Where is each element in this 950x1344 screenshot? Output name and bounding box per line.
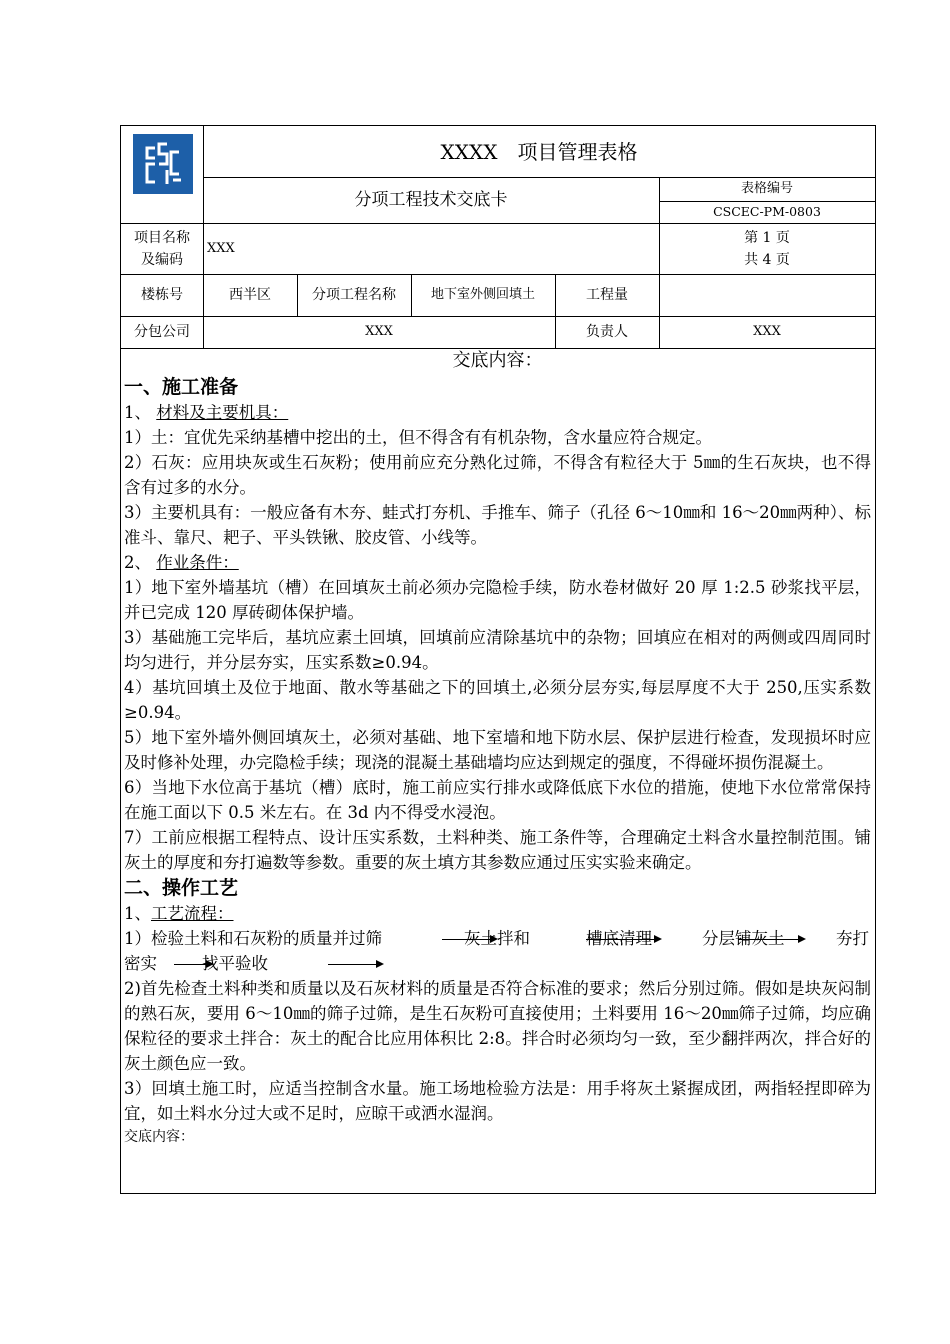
subsection-1-2: 2、 作业条件：: [124, 553, 239, 572]
building-label: 楼栋号: [141, 287, 183, 303]
flow-step: 灰土拌和: [464, 929, 530, 948]
subsection-2-1: 1、工艺流程：: [124, 904, 234, 923]
process-flow-row-2: [124, 951, 871, 976]
flow-step: 槽底清理: [586, 929, 652, 948]
sub-project-value: 地下室外侧回填土: [430, 287, 535, 302]
page-info: [659, 223, 875, 274]
flow-step: 夯打: [836, 929, 869, 948]
content-section: [121, 348, 875, 1148]
project-value: XXX: [207, 240, 235, 256]
card-title: 分项工程技术交底卡: [354, 190, 508, 210]
sub-project-label: 分项工程名称: [312, 287, 396, 303]
section-1-title: 一、施工准备: [124, 376, 239, 398]
page-no: 第 1 页: [744, 229, 790, 246]
subcontractor-value: XXX: [365, 324, 393, 339]
paragraph: 6）当地下水位高于基坑（槽）底时，施工前应实行排水或降低底下水位的措施，使地下水位常常保持在施工面以下 0.5 米左右。在 3d 内不得受水浸泡。: [124, 778, 871, 822]
subsection-1-1: 1、 材料及主要机具：: [124, 403, 289, 422]
content-title: 交底内容：: [452, 350, 543, 371]
form-title: XXXX 项目管理表格: [440, 139, 638, 164]
footer-label: 交底内容：: [124, 1129, 194, 1145]
paragraph: 5）地下室外墙外侧回填灰土，必须对基础、地下室墙和地下防水层、保护层进行检查，发现损坏时应及时修补处理，办完隐检手续；现浇的混凝土基础墙均应达到规定的强度，不得碰坏损伤混凝土。: [124, 728, 871, 772]
paragraph: 1）土：宜优先采纳基槽中挖出的土，但不得含有有机杂物，含水量应符合规定。: [124, 428, 712, 447]
paragraph: 1）地下室外墙基坑（槽）在回填灰土前必须办完隐检手续，防水卷材做好 20 厚 1:2.5 砂浆找平层，并已完成 120 厚砖砌体保护墙。: [124, 578, 871, 622]
project-label: 项目名称 及编码: [134, 229, 190, 268]
manager-label: 负责人: [586, 324, 628, 340]
arrow-right-icon: [586, 939, 660, 940]
paragraph: 7）工前应根据工程特点、设计压实系数，土料种类、施工条件等，合理确定土料含水量控制范围。铺灰土的厚度和夯打遍数等参数。重要的灰土填方其参数应通过压实实验来确定。: [124, 828, 871, 872]
paragraph: 2)首先检查土料种类和质量以及石灰材料的质量是否符合标准的要求；然后分别过筛。假如是块灰闷制的熟石灰，要用 6～10㎜的筛子过筛，是生石灰粉可直接使用；土料要用 16～20㎜筛子过筛，均应确保粒径的要求土拌合：灰土的配合比应用体积比 2:8。拌合时必须均匀一致，至少翻拌两次，拌合好的灰土颜色应一致。: [124, 979, 871, 1073]
page-total: 共 4 页: [744, 251, 790, 268]
quantity-value: [659, 274, 875, 316]
process-flow-row-1: [124, 926, 871, 951]
flow-step: 密实: [124, 954, 157, 973]
paragraph: 3）回填土施工时，应适当控制含水量。施工场地检验方法是：用手将灰土紧握成团，两指轻捏即碎为宜，如土料水分过大或不足时，应晾干或洒水湿润。: [124, 1079, 871, 1123]
form-no-label: 表格编号: [740, 181, 793, 196]
paragraph: 3）主要机具有：一般应备有木夯、蛙式打夯机、手推车、筛子（孔径 6～10㎜和 16～20㎜两种）、标准斗、靠尺、耙子、平头铁锹、胶皮管、小线等。: [124, 503, 871, 547]
form-no: CSCEC-PM-0803: [713, 204, 821, 219]
section-2-title: 二、操作工艺: [124, 877, 239, 899]
paragraph: 3）基础施工完毕后，基坑应素土回填，回填前应清除基坑中的杂物；回填应在相对的两侧或四周同时均匀进行，并分层夯实，压实系数≥0.94。: [124, 628, 871, 672]
flow-step: 1）检验土料和石灰粉的质量并过筛: [124, 929, 382, 948]
arrow-right-icon: [738, 939, 804, 940]
paragraph: 4）基坑回填土及位于地面、散水等基础之下的回填土,必须分层夯实,每层厚度不大于 250,压实系数≥0.94。: [124, 678, 871, 722]
flow-step: 分层铺灰土: [702, 929, 785, 948]
paragraph: 2）石灰：应用块灰或生石灰粉；使用前应充分熟化过筛，不得含有粒径大于 5㎜的生石灰块，也不得含有过多的水分。: [124, 453, 871, 497]
cscec-logo-icon: [133, 134, 193, 194]
form-sheet: [120, 125, 876, 1194]
arrow-right-icon: [328, 964, 382, 965]
building-value: 西半区: [229, 287, 271, 303]
flow-step: 找平验收: [202, 954, 268, 973]
quantity-label: 工程量: [586, 287, 628, 303]
manager-value: XXX: [753, 324, 781, 339]
subcontractor-label: 分包公司: [134, 324, 190, 340]
